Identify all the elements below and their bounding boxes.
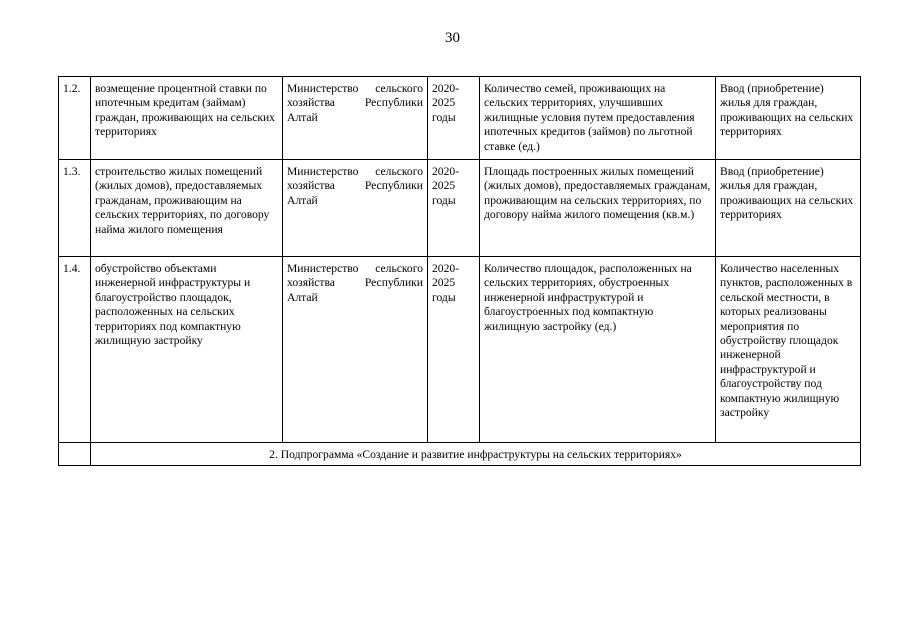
subprogram-row — [59, 443, 861, 466]
row-number: 1.2. — [59, 77, 91, 160]
table-row — [59, 257, 861, 443]
indicator-cell: Площадь построенных жилых помещений (жилых домов), предоставляемых гражданам, проживающим на сельских территориях, по договору найма жилого помещения (кв.м.) — [480, 160, 716, 257]
executor-cell: Министерство сельского хозяйства Республики Алтай — [283, 160, 428, 257]
period-cell: 2020-2025 годы — [428, 160, 480, 257]
period-cell: 2020-2025 годы — [428, 257, 480, 443]
table-row — [59, 160, 861, 257]
result-cell: Ввод (приобретение) жилья для граждан, проживающих на сельских территориях — [716, 160, 861, 257]
measure-cell: возмещение процентной ставки по ипотечным кредитам (займам) граждан, проживающих на сельских территориях — [91, 77, 283, 160]
executor-cell: Министерство сельского хозяйства Республики Алтай — [283, 257, 428, 443]
program-measures-table — [58, 76, 861, 466]
result-cell: Ввод (приобретение) жилья для граждан, проживающих на сельских территориях — [716, 77, 861, 160]
row-number: 1.3. — [59, 160, 91, 257]
measure-cell: строительство жилых помещений (жилых домов), предоставляемых гражданам, проживающим на сельских территориях, по договору найма жилого помещения — [91, 160, 283, 257]
result-cell: Количество населенных пунктов, расположенных в сельской местности, в которых реализованы мероприятия по обустройству площадок инженерной инфраструктурой и благоустройству под компактную жилищную застройку — [716, 257, 861, 443]
row-number: 1.4. — [59, 257, 91, 443]
period-cell: 2020-2025 годы — [428, 77, 480, 160]
indicator-cell: Количество площадок, расположенных на сельских территориях, обустроенных инженерной инфраструктурой и благоустроенных под компактную жилищную застройку (ед.) — [480, 257, 716, 443]
row-number — [59, 443, 91, 466]
table-row — [59, 77, 861, 160]
executor-cell: Министерство сельского хозяйства Республики Алтай — [283, 77, 428, 160]
measure-cell: обустройство объектами инженерной инфраструктуры и благоустройство площадок, расположенных на сельских территориях под компактную жилищную застройку — [91, 257, 283, 443]
page-number: 30 — [445, 30, 460, 46]
subprogram-title: 2. Подпрограмма «Создание и развитие инфраструктуры на сельских территориях» — [91, 443, 861, 466]
indicator-cell: Количество семей, проживающих на сельских территориях, улучшивших жилищные условия путем предоставления ипотечных кредитов (займов) по льготной ставке (ед.) — [480, 77, 716, 160]
